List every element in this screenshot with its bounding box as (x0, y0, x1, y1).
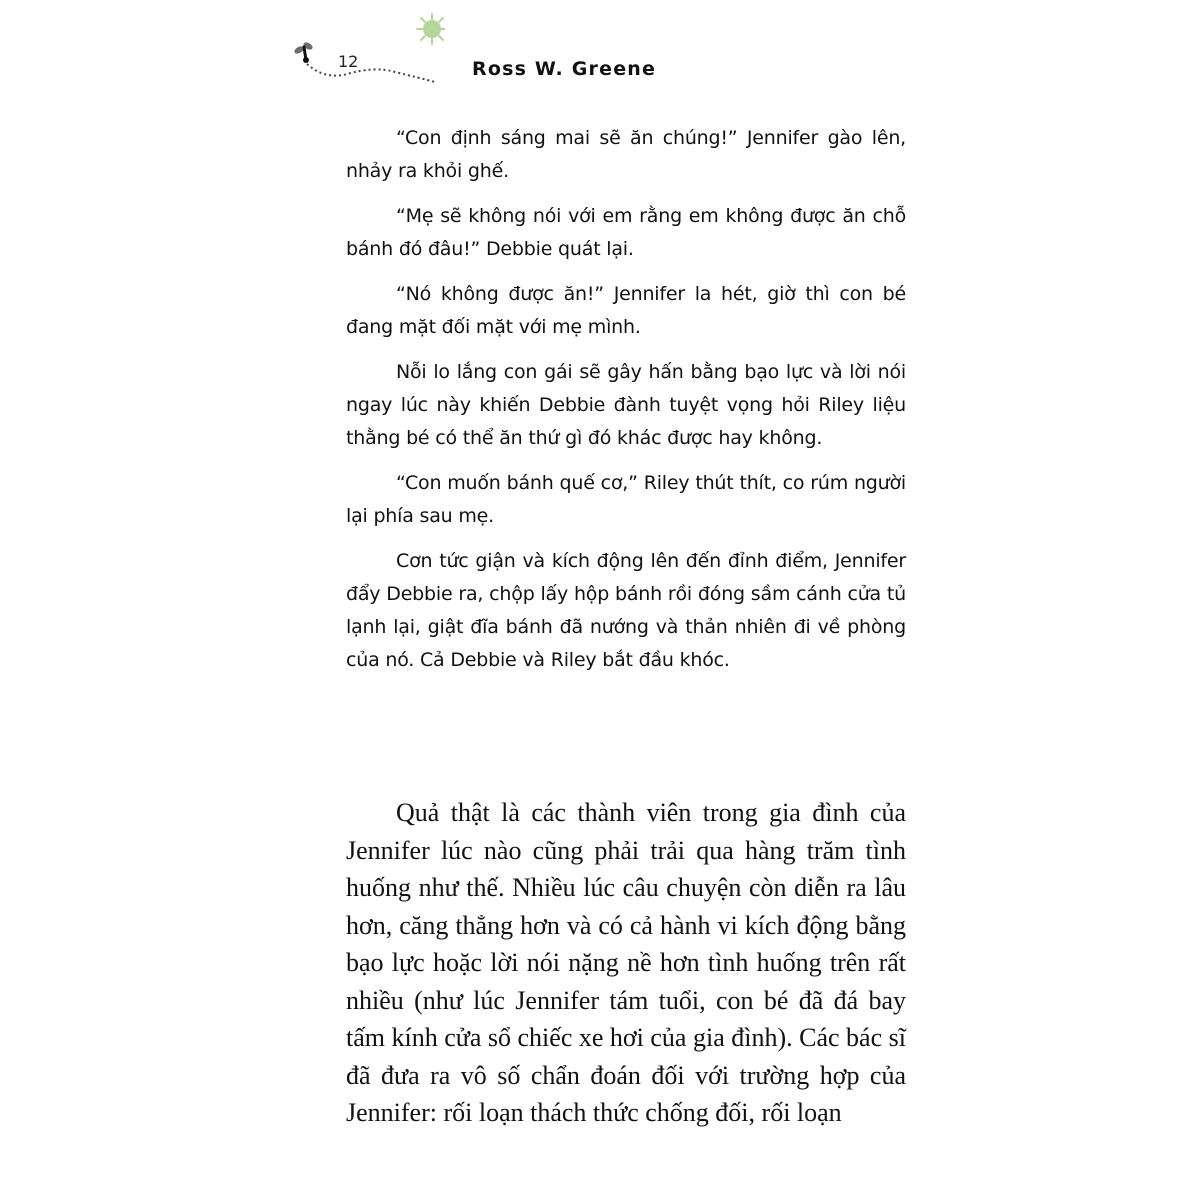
page-number: 12 (338, 52, 359, 71)
narrative-paragraph: Quả thật là các thành viên trong gia đình của Jennifer lúc nào cũng phải trải qua hàng trăm tình huống như thế. Nhiều lúc câu chuyện còn diễn ra lâu hơn, căng thẳng hơn và có cả hành vi kích động bằng bạo lực hoặc lời nói nặng nề hơn tình huống trên rất nhiều (như lúc Jennifer tám tuổi, con bé đã đá bay tấm kính cửa sổ chiếc xe hơi của gia đình). Các bác sĩ đã đưa ra vô số chẩn đoán đối với trường hợp của Jennifer: rối loạn thách thức chống đối, rối loạn (346, 798, 906, 1127)
dotted-flight-trail (307, 64, 435, 82)
story-paragraph: “Nó không được ăn!” Jennifer la hét, giờ thì con bé đang mặt đối mặt với mẹ mình. (346, 283, 906, 338)
story-paragraph: “Con muốn bánh quế cơ,” Riley thút thít, co rúm người lại phía sau mẹ. (346, 472, 906, 527)
narrative-body (346, 794, 906, 1132)
story-paragraph: Nỗi lo lắng con gái sẽ gây hấn bằng bạo lực và lời nói ngay lúc này khiến Debbie đành tuyệt vọng hỏi Riley liệu thằng bé có thể ăn thứ gì đó khác được hay không. (346, 361, 906, 449)
sun-icon (417, 14, 445, 44)
running-head-author: Ross W. Greene (472, 58, 657, 80)
story-paragraph: “Con định sáng mai sẽ ăn chúng!” Jennifer gào lên, nhảy ra khỏi ghế. (346, 127, 906, 182)
story-paragraph: “Mẹ sẽ không nói với em rằng em không được ăn chỗ bánh đó đâu!” Debbie quát lại. (346, 205, 906, 260)
story-paragraph: Cơn tức giận và kích động lên đến đỉnh điểm, Jennifer đẩy Debbie ra, chộp lấy hộp bánh rồi đóng sầm cánh cửa tủ lạnh lại, giật đĩa bánh đã nướng và thản nhiên đi về phòng của nó. Cả Debbie và Riley bắt đầu khóc. (346, 550, 906, 671)
firefly-icon (293, 41, 314, 63)
firefly-sun-ornament (285, 8, 445, 88)
story-excerpt (346, 122, 906, 689)
